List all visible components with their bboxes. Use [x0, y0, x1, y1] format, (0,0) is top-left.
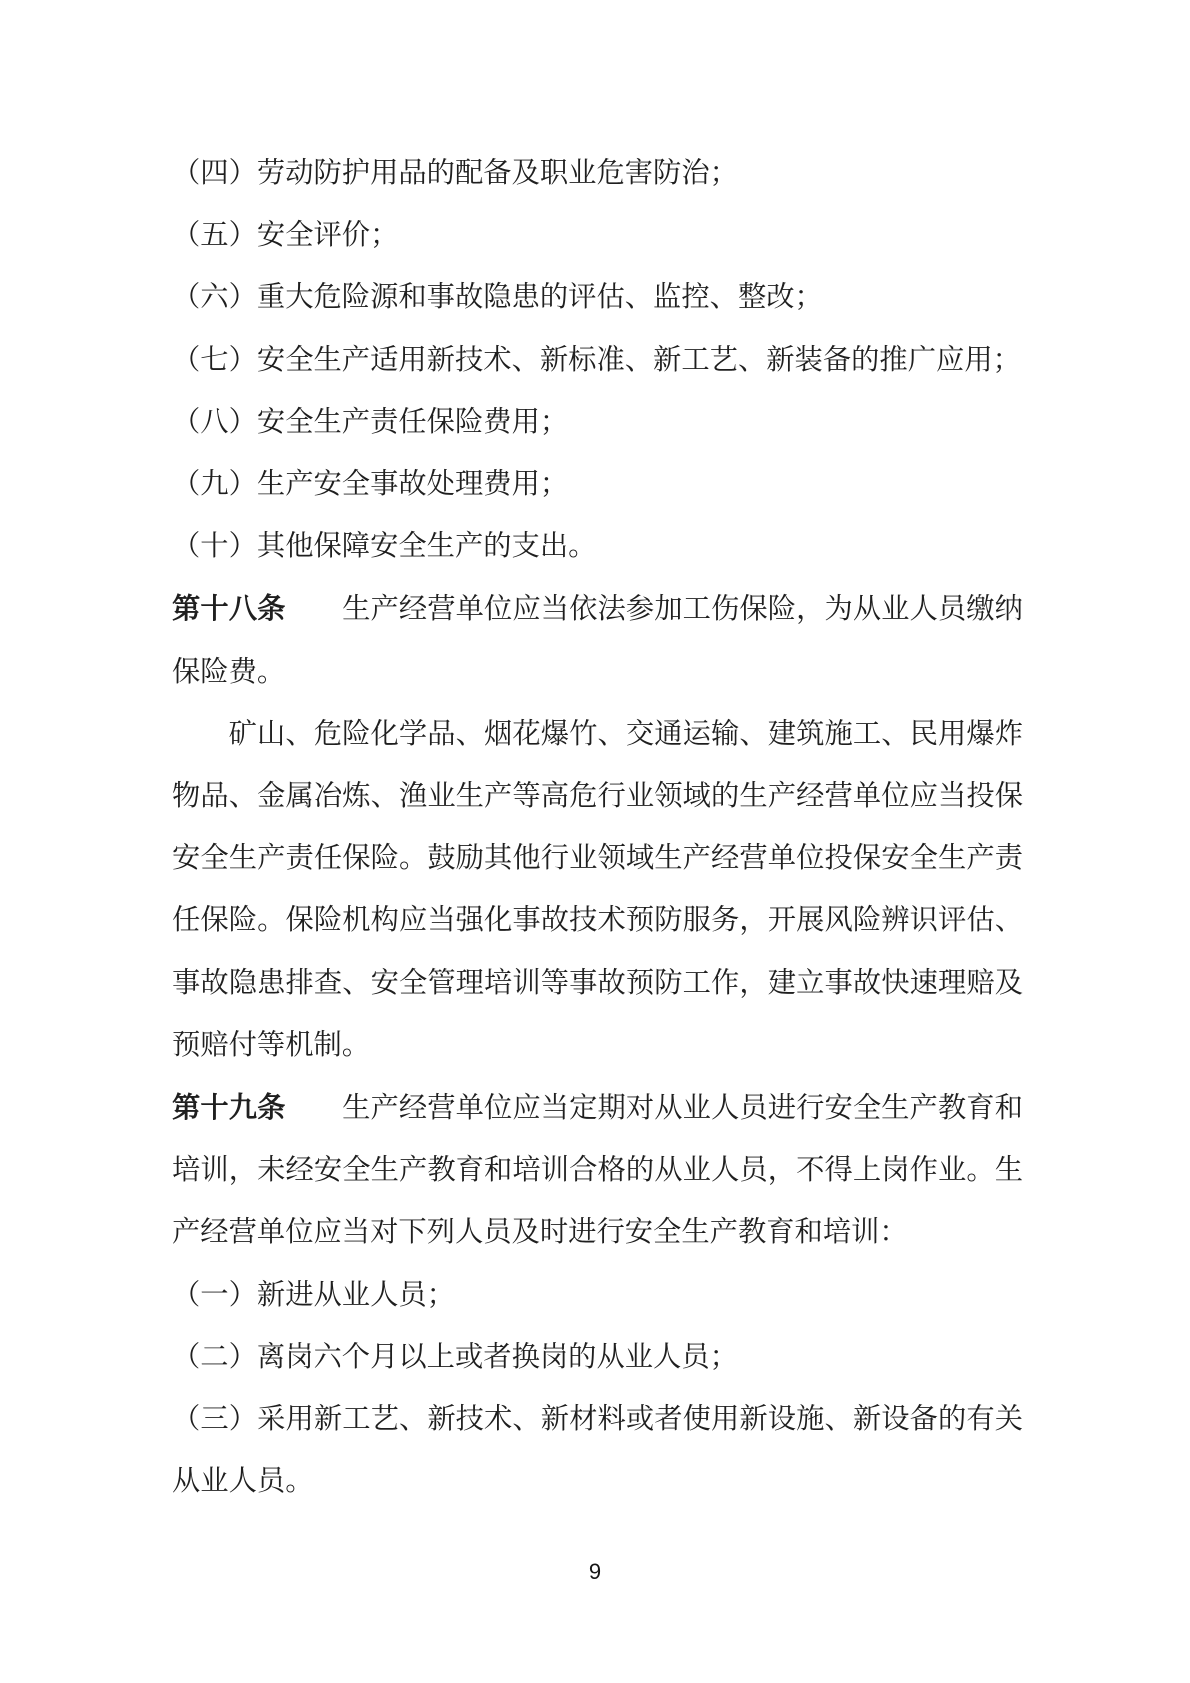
list-item: （六）重大危险源和事故隐患的评估、监控、整改；	[172, 280, 823, 314]
article-text: 生产经营单位应当定期对从业人员进行安全生产教育和培训，未经安全生产教育和培训合格的从业人员，不得上岗作业。生产经营单位应当对下列人员及时进行安全生产教育和培训：	[172, 1091, 1023, 1249]
list-item: （八）安全生产责任保险费用；	[172, 404, 569, 438]
document-body	[172, 142, 1023, 1512]
list-item: （二）离岗六个月以上或者换岗的从业人员；	[172, 1339, 738, 1373]
body-paragraph: 矿山、危险化学品、烟花爆竹、交通运输、建筑施工、民用爆炸物品、金属冶炼、渔业生产等高危行业领域的生产经营单位应当投保安全生产责任保险。鼓励其他行业领域生产经营单位投保安全生产责任保险。保险机构应当强化事故技术预防服务，开展风险辨识评估、事故隐患排查、安全管理培训等事故预防工作，建立事故快速理赔及预赔付等机制。	[172, 716, 1023, 1061]
page-number: 9	[588, 1559, 602, 1584]
list-item: （十）其他保障安全生产的支出。	[172, 529, 597, 563]
article-number: 第十九条	[172, 1090, 286, 1125]
article-paragraph	[172, 577, 1023, 702]
list-item: （三）采用新工艺、新技术、新材料或者使用新设施、新设备的有关从业人员。	[172, 1402, 1023, 1498]
list-item: （四）劳动防护用品的配备及职业危害防治；	[172, 156, 738, 189]
article-paragraph	[172, 1076, 1023, 1264]
list-item: （一）新进从业人员；	[172, 1277, 455, 1311]
list-item: （五）安全评价；	[172, 218, 399, 252]
article-number: 第十八条	[172, 591, 286, 626]
article-text: 生产经营单位应当依法参加工伤保险，为从业人员缴纳保险费。	[172, 592, 1023, 688]
list-item: （七）安全生产适用新技术、新标准、新工艺、新装备的推广应用；	[172, 342, 1021, 376]
list-item: （九）生产安全事故处理费用；	[172, 467, 569, 501]
